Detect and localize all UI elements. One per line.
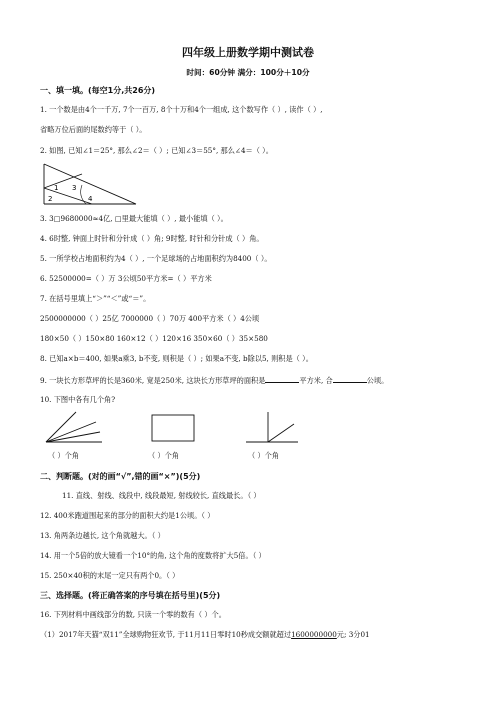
question-7-row-2: 180×50（ ）150×80 160×12（ ）120×16 350×60（ ）35×580 [40,334,268,343]
question-7: 7. 在括号里填上“＞”“＜”或“＝”。 [40,294,151,303]
judge-12: 12. 400米跑道围起来的部分的面积大约是1公顷。（ ） [40,511,215,520]
page-subtitle: 时间：60分钟 满分：100分＋10分 [186,68,310,77]
choice-16-item-1-text: （1）2017年天猫“双11”全球购物狂欢节, 于11月11日零时10秒成交额就超过 [40,630,292,639]
question-10-answer-3: （ ）个角 [248,451,280,460]
judge-13: 13. 角两条边越长, 这个角就越大。（ ） [40,531,165,540]
question-10-answer-2: （ ）个角 [148,451,180,460]
question-9-part-3: 公顷。 [366,376,389,385]
fig-label-1: 1 [54,184,59,192]
section-choice: 三、选择题。(将正确答案的序号填在括号里)(5分) [40,591,221,600]
perpendicular-figure [244,410,300,446]
angle-fan-figure [44,410,104,446]
question-10: 10. 下图中各有几个角? [40,395,116,404]
question-9-part-1: 9. 一块长方形草坪的长是360米, 宽是250米, 这块长方形草坪的面积是 [40,376,266,385]
question-9 [40,375,388,386]
rectangle-figure [150,413,196,443]
fig-label-2: 2 [48,195,53,203]
angle-figure [42,160,138,206]
question-7-row-1: 2500000000（ ）25亿 7000000（ ）70万 400平方米（ ）4公顷 [40,314,260,323]
judge-14: 14. 用一个5倍的放大镜看一个10°的角, 这个角的度数将扩大5倍。（ ） [40,551,266,560]
underlined-number: 1600000000 [291,630,337,639]
fig-label-3: 3 [72,184,77,192]
question-1-line-1: 1. 一个数是由4个一千万, 7个一百万, 8个十万和4个一组成, 这个数写作（ ）, 读作（ ）, [40,105,323,114]
answer-blank [333,375,367,383]
section-fill-in: 一、填一填。(每空1分,共26分) [40,86,156,95]
question-2: 2. 如图, 已知∠1＝25°, 那么∠2＝（ ）; 已知∠3＝55°, 那么∠4＝（ ）。 [40,146,273,155]
answer-blank [265,375,299,383]
question-4: 4. 6时整, 钟面上时针和分针成（ ）角; 9时整, 时针和分针成（ ）角。 [40,234,264,243]
choice-16: 16. 下列材料中画线部分的数, 只读一个零的数有（ ）个。 [40,610,226,619]
judge-15: 15. 250×40积的末尾一定只有两个0。（ ） [40,571,180,580]
question-6: 6. 52500000=（ ）万 3公顷50平方米=（ ）平方米 [40,274,212,283]
question-3: 3. 3□9680000≈4亿, □里最大能填（ ）, 最小能填（ ）。 [40,214,228,223]
question-5: 5. 一所学校占地面积约为4（ ）, 一个足球场的占地面积约为8400（ ）。 [40,254,272,263]
choice-16-item-1 [40,630,370,640]
question-9-part-2: 平方米, 合 [299,376,333,385]
section-true-false: 二、判断题。(对的画“√”,错的画“×”)(5分) [40,472,201,481]
question-1-line-2: 省略万位后面的尾数约等于（ ）。 [40,125,147,134]
judge-11: 11. 直线、射线、线段中, 线段最短, 射线较长, 直线最长。（ ） [62,491,261,500]
question-10-answer-1: （ ）个角 [48,451,80,460]
choice-16-item-1-tail: 元; 3分01 [336,630,370,639]
page-title: 四年级上册数学期中测试卷 [182,46,314,59]
fig-label-4: 4 [88,195,93,203]
question-8: 8. 已知a×b＝400, 如果a乘3, b不变, 则积是（ ）; 如果a不变, b除以5, 则积是（ ）。 [40,354,313,363]
